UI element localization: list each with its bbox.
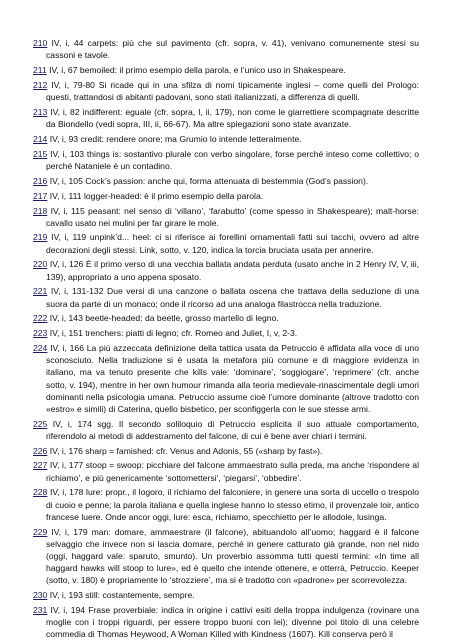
notes-page bbox=[33, 37, 419, 643]
footnote bbox=[33, 231, 419, 255]
footnote-text: IV, i, 177 stoop = swoop: picchiare del falcone ammaestrato sulla preda, ma anche ‘rispondere al richiamo’, e più genericamente ‘sottomettersi’, ‘piegarsi’, ‘obbedire’. bbox=[46, 460, 419, 483]
footnote bbox=[33, 312, 419, 324]
footnote-text: IV, i, 174 sgg. Il secondo soliloquio di Petruccio esplicita il suo attuale comportamento, riferendolo ai metodi di addestramento del falcone, di cui è bene aver chiari i termini. bbox=[46, 418, 420, 441]
footnote-text: IV, i, 193 still: costantemente, sempre. bbox=[49, 589, 195, 600]
footnote-number-link[interactable]: 229 bbox=[33, 526, 48, 537]
footnote-number-link[interactable]: 219 bbox=[33, 232, 48, 243]
footnote-number-link[interactable]: 223 bbox=[33, 328, 48, 339]
footnote bbox=[33, 106, 419, 130]
footnote-number-link[interactable]: 216 bbox=[33, 175, 48, 186]
footnote-number-link[interactable]: 214 bbox=[33, 133, 48, 144]
footnote bbox=[33, 459, 419, 483]
footnote bbox=[33, 589, 419, 601]
footnote-text: IV, i, 151 trenchers: piatti di legno; cfr. Romeo and Juliet, I, v, 2-3. bbox=[49, 328, 298, 339]
footnote-text: IV, i, 105 Cock’s passion: anche qui, forma attenuata di bestemmia (God’s passion). bbox=[49, 175, 369, 186]
footnote bbox=[33, 64, 419, 76]
footnote-text: IV, i, 82 indifferent: eguale (cfr. sopra, I, ii, 179), non come le giarrettiere scompagnate descritte da Biondello (vedi sopra, III, ii, 66-67). Ma altre spiegazioni sono state avanzate. bbox=[46, 106, 420, 129]
footnote bbox=[33, 258, 419, 282]
footnote bbox=[33, 342, 419, 415]
footnote bbox=[33, 190, 419, 202]
footnote-text: IV, i, 131-132 Due versi di una canzone o ballata oscena che trattava della seduzione di una suora da parte di un monaco; onde il ricorso ad una analoga filastrocca nella traduzione. bbox=[46, 286, 419, 309]
footnote-number-link[interactable]: 227 bbox=[33, 460, 48, 471]
footnote-text: IV, i, 79-80 Si ricade qui in una sfilza di nomi tipicamente inglesi – come quelli del Prologo: questi, trattandosi di abitanti padovani, sono stati italianizzati, a differenza di quelli. bbox=[46, 79, 420, 102]
footnote-text: IV, i, 103 things is: sostantivo plurale con verbo singolare, forse perché inteso come collettivo; o perché Nataniele è un contadino. bbox=[46, 148, 419, 171]
footnote-text: IV, i, 111 logger-headed: è il primo esempio della parola. bbox=[49, 190, 264, 201]
footnote-number-link[interactable]: 220 bbox=[33, 259, 48, 270]
footnote bbox=[33, 327, 419, 339]
footnote bbox=[33, 205, 419, 229]
footnote-text: IV, i, 126 È il primo verso di una vecchia ballata andata perduta (usato anche in 2 Henry IV, V, iii, 139), appropriato a uno appena sposato. bbox=[46, 259, 419, 282]
footnote bbox=[33, 148, 419, 172]
footnote-text: IV, i, 178 lure: propr., il logoro, il richiamo del falconiere, in genere una sorta di uccello o trespolo di cuoio e penne; la parola italiana e quella inglese hanno lo stesso etimo, il provenzale loir, antico francese luere. Onde ancor oggi, lure: esca, richiamo, specchietto per le allodole, lusinga. bbox=[46, 487, 419, 522]
footnote-number-link[interactable]: 230 bbox=[33, 589, 48, 600]
footnote bbox=[33, 418, 419, 442]
footnote-text: IV, i, 143 beetle-headed: da beetle, grosso martello di legno. bbox=[49, 313, 279, 324]
footnote-text: IV, i, 176 sharp = famished: cfr. Venus and Adonis, 55 («sharp by fast»). bbox=[49, 445, 323, 456]
footnote-text: IV, i, 93 credit: rendere onore; ma Grumio lo intende letteralmente. bbox=[49, 133, 302, 144]
footnote-text: IV, i, 179 man: domare, ammaestrare (il falcone), abituandolo all’uomo; haggard è il falcone selvaggio che invece non si lascia domare, perché in genere catturato già grande, non nel nido (oggi, haggard vale: sparuto, smunto). Un proverbio assomma tutti questi termini: «In time all haggard hawks will stoop to lure», ed è quello che intende ottenere, e otterrà, Petruccio. Keeper (sotto, v. 180) è propriamente lo ‘strozziere’, ma si è tradotto con «padrone» per scorrevolezza. bbox=[46, 526, 420, 585]
footnote bbox=[33, 445, 419, 457]
footnote-text: IV, i, 44 carpets: più che sul pavimento (cfr. sopra, v. 41), venivano comunemente stesi su cassoni e tavole. bbox=[46, 38, 419, 61]
footnote-number-link[interactable]: 231 bbox=[33, 604, 48, 615]
footnote bbox=[33, 175, 419, 187]
footnote-text: IV, i, 115 peasant: nel senso di ‘villano’, ‘farabutto’ (come spesso in Shakespeare); malt-horse: cavallo usato nei mulini per far girare le mole. bbox=[46, 205, 419, 228]
footnote-text: IV, i, 67 bemoiled: il primo esempio della parola, e l’unico uso in Shakespeare. bbox=[49, 64, 346, 75]
notes-list bbox=[33, 37, 419, 640]
footnote-text: IV, i, 194 Frase proverbiale: indica in origine i cattivi esiti della troppa indulgenza (rovinare una moglie con i troppi riguardi, per essere troppo buoni con lei); divenne poi titolo di una celebre commedia di Thomas Heywood, A Woman Killed with Kindness (1607). Kill conserva però il bbox=[46, 604, 419, 639]
footnote bbox=[33, 604, 419, 640]
footnote-text: IV, i, 119 unpink’d... heel: ci si riferisce ai forellini ornamentali fatti sui tacchi, ovvero ad altre decorazioni degli stessi. Link, sotto, v. 120, indica la torcia bruciata usata per annerire. bbox=[46, 232, 419, 255]
footnote bbox=[33, 526, 419, 586]
footnote-number-link[interactable]: 224 bbox=[33, 343, 48, 354]
footnote-number-link[interactable]: 215 bbox=[33, 148, 48, 159]
footnote-text: IV, i, 166 La più azzeccata definizione della tattica usata da Petruccio è affidata alla voce di uno sconosciuto. Nella traduzione si è usata la metafora più comune e di maggiore evidenza in italiano, ma va tenuto presente che kills vale: ‘dominare’, ‘soggiogare’, ‘reprimere’ (cfr. anche sotto, v. 194), mentre in her own humour rimanda alla teoria medievale-rinascimentale degli umori dominanti nella psicologia umana. Petruccio assume cioè l’umore dominante (altrove tradotto con «estro» e simili) di Caterina, quello bisbetico, per sconfiggerla con le sue stesse armi. bbox=[46, 343, 419, 414]
footnote-number-link[interactable]: 213 bbox=[33, 106, 48, 117]
footnote-number-link[interactable]: 221 bbox=[33, 286, 48, 297]
footnote-number-link[interactable]: 228 bbox=[33, 487, 48, 498]
footnote bbox=[33, 133, 419, 145]
footnote bbox=[33, 486, 419, 522]
footnote bbox=[33, 285, 419, 309]
footnote-number-link[interactable]: 226 bbox=[33, 445, 48, 456]
footnote-number-link[interactable]: 212 bbox=[33, 79, 48, 90]
footnote bbox=[33, 37, 419, 61]
footnote-number-link[interactable]: 218 bbox=[33, 205, 48, 216]
footnote-number-link[interactable]: 217 bbox=[33, 190, 48, 201]
footnote-number-link[interactable]: 210 bbox=[33, 38, 48, 48]
footnote bbox=[33, 79, 419, 103]
footnote-number-link[interactable]: 225 bbox=[33, 418, 48, 429]
footnote-number-link[interactable]: 222 bbox=[33, 313, 48, 324]
footnote-number-link[interactable]: 211 bbox=[33, 64, 47, 75]
